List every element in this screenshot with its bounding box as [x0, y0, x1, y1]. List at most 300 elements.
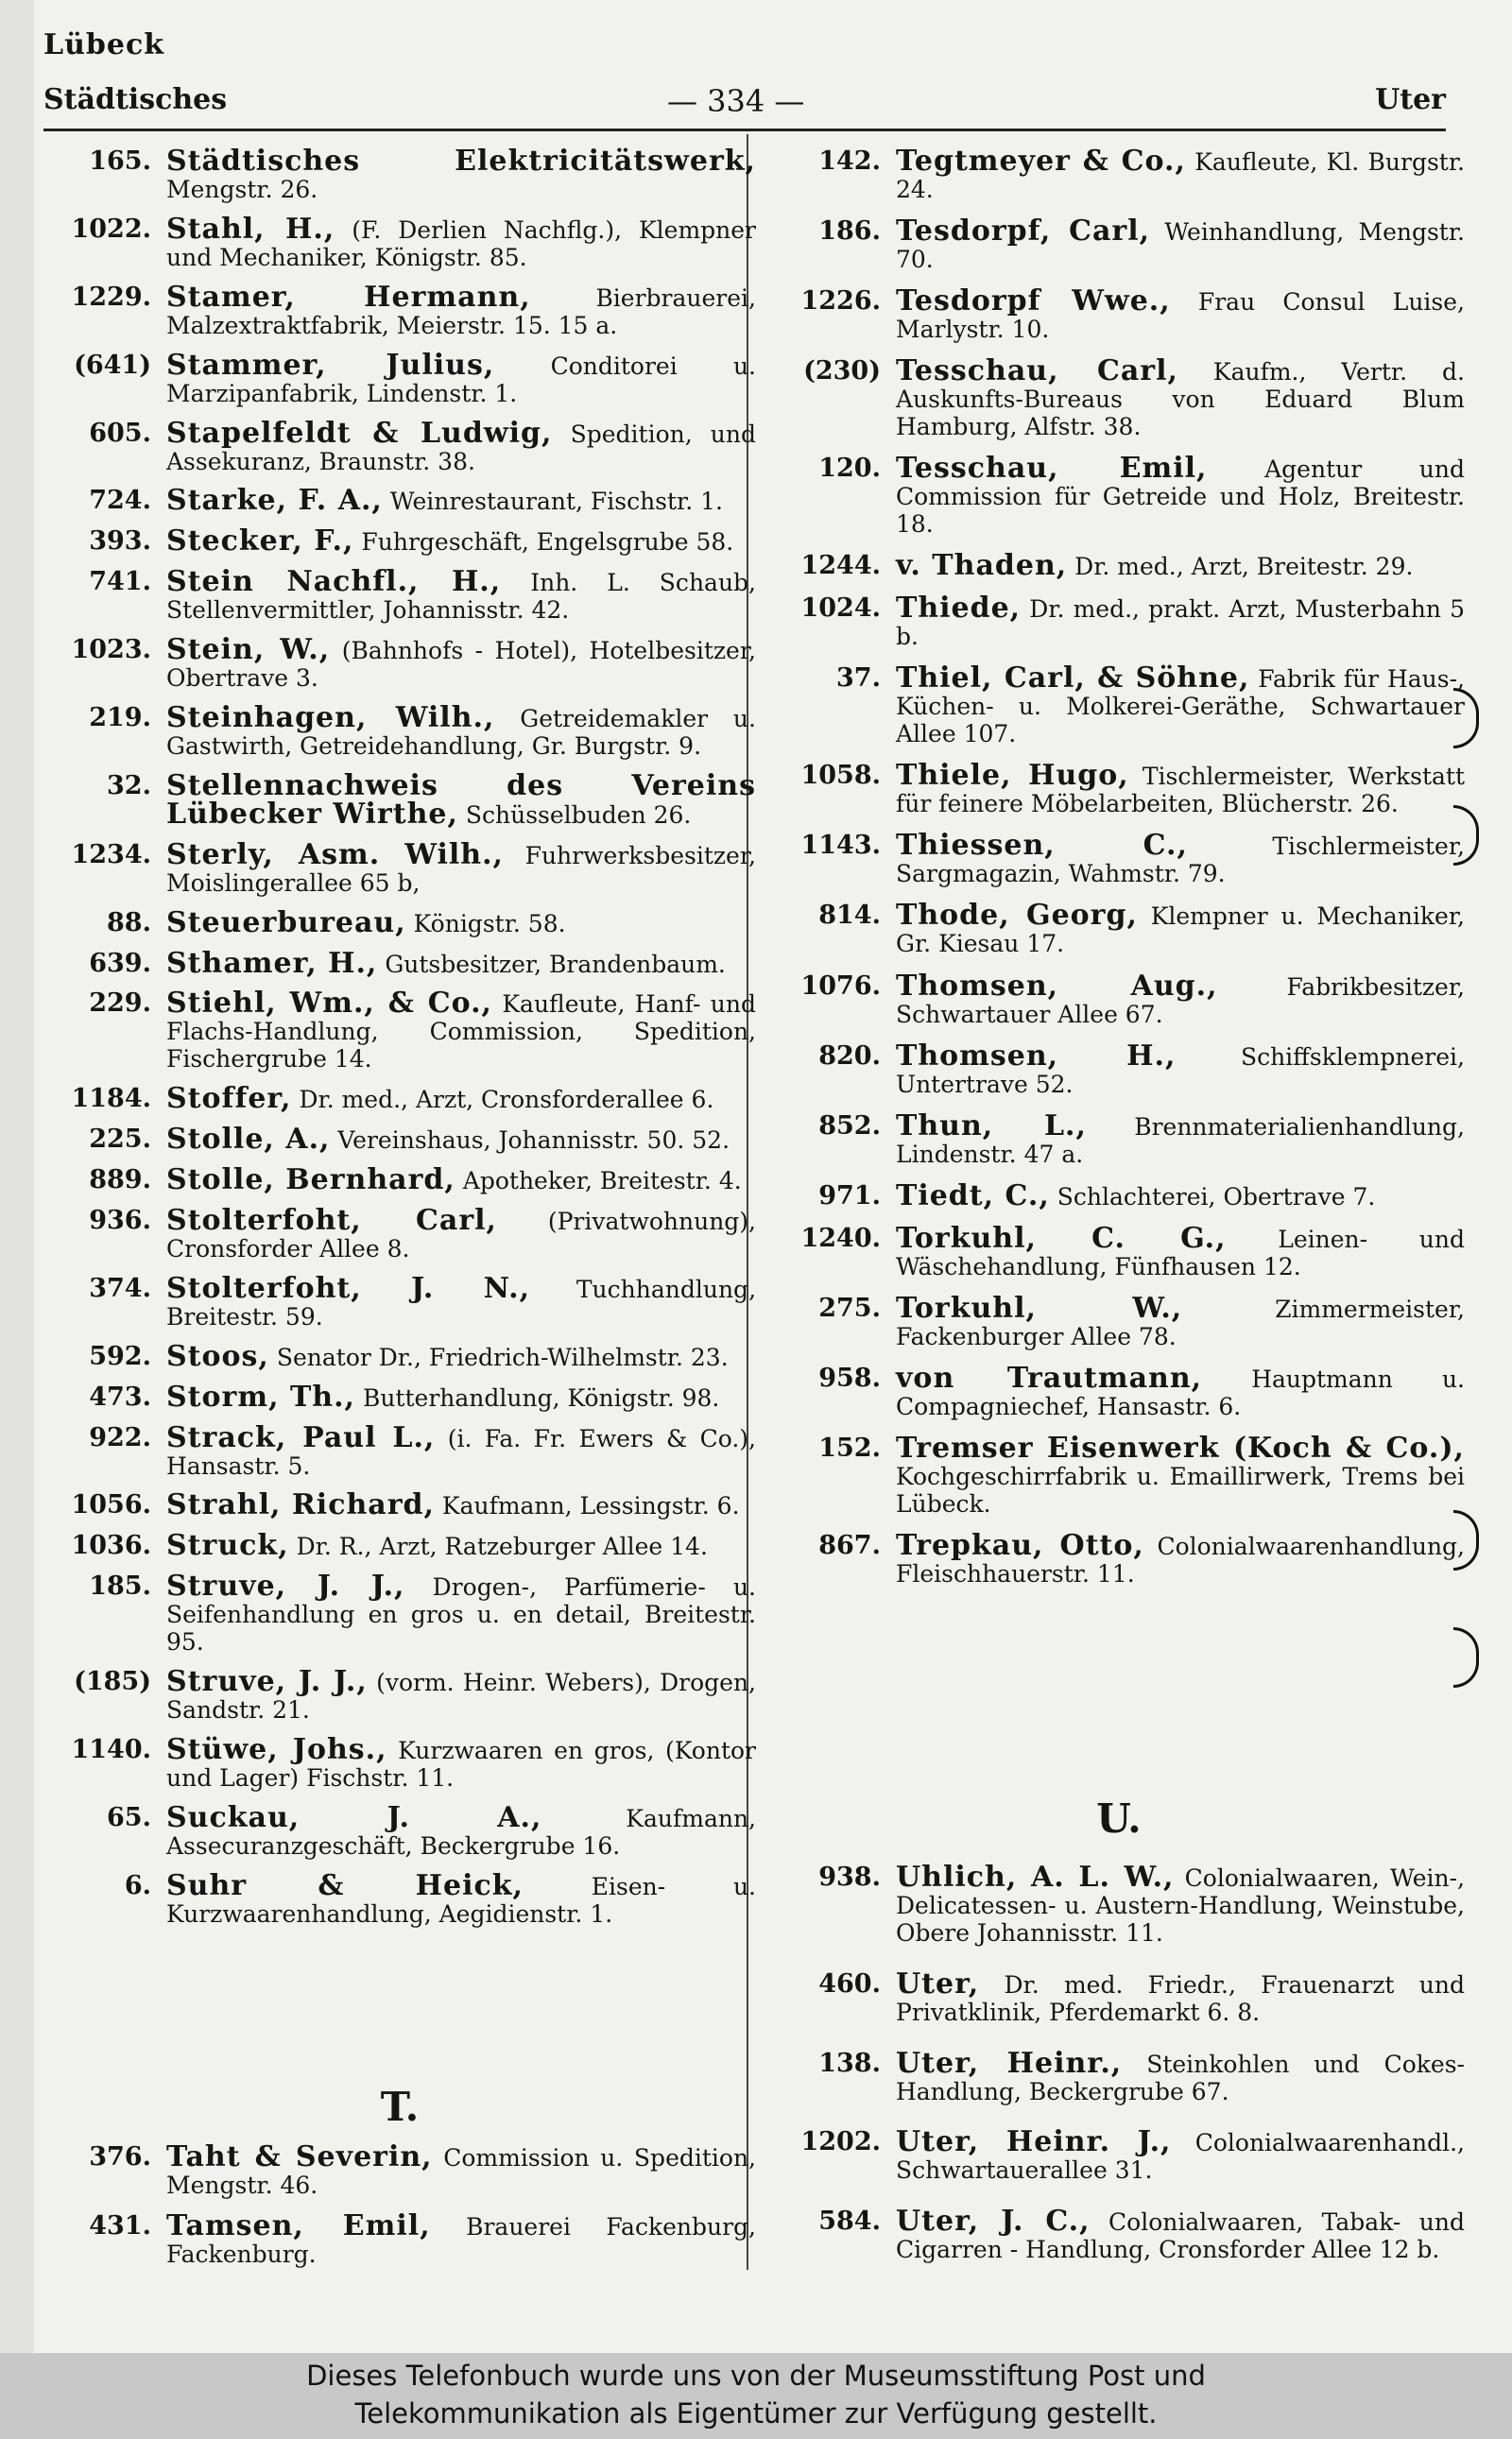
- subscriber-details: Drogen-, Parfümerie- u. Seifenhandlung en gros u. en detail, Breitestr. 95.: [166, 1573, 756, 1657]
- subscriber-name: Strahl, Richard,: [166, 1488, 435, 1522]
- entry-text: [166, 416, 756, 475]
- entry-text: [166, 1420, 756, 1480]
- directory-entry: [773, 1039, 1465, 1098]
- phone-number: 1244.: [800, 551, 881, 581]
- subscriber-name: Torkuhl, W.,: [896, 1291, 1183, 1325]
- entry-text: [166, 1572, 756, 1656]
- phone-number: 820.: [818, 1040, 881, 1071]
- page-number: — 334 —: [667, 83, 805, 119]
- subscriber-name: Stoos,: [166, 1339, 269, 1373]
- directory-entry: [43, 524, 756, 558]
- entry-text: [166, 768, 756, 831]
- archive-notice: [0, 2353, 1512, 2439]
- subscriber-details: Weinrestaurant, Fischstr. 1.: [389, 488, 724, 516]
- directory-entry: [43, 348, 756, 407]
- entry-text: [166, 1800, 756, 1860]
- subscriber-name: Tesdorpf, Carl,: [896, 215, 1151, 249]
- phone-number: 1056.: [71, 1490, 151, 1520]
- phone-number: 65.: [107, 1802, 151, 1832]
- phone-number: 1036.: [71, 1531, 151, 1561]
- directory-entry: [43, 565, 756, 625]
- directory-entry: [773, 899, 1465, 958]
- subscriber-details: Kaufmann, Assecuranzgeschäft, Beckergrube 16.: [166, 1804, 756, 1860]
- section-heading: Städtisches: [43, 83, 228, 116]
- directory-entry: [773, 829, 1465, 888]
- directory-entry: [43, 1733, 756, 1793]
- subscriber-name: Stellennachweis des Vereins Lübecker Wirthe,: [166, 768, 756, 831]
- subscriber-details: Fabrik für Haus-, Küchen- u. Molkerei-Geräthe, Schwartauer Allee 107.: [896, 665, 1466, 748]
- subscriber-details: Fuhrwerksbesitzer, Moislingerallee 65 b,: [166, 841, 757, 897]
- subscriber-details: Hauptmann u. Compagniechef, Hansastr. 6.: [896, 1365, 1465, 1420]
- entry-text: [896, 147, 1465, 203]
- subscriber-name: Stein Nachfl., H.,: [166, 565, 502, 599]
- entry-text: [166, 1163, 756, 1197]
- entry-text: [166, 1868, 756, 1928]
- directory-entry: [43, 768, 756, 831]
- subscriber-name: Taht & Severin,: [166, 2140, 433, 2173]
- entry-text: [896, 1291, 1465, 1350]
- directory-entry: [773, 969, 1465, 1028]
- entry-text: [896, 217, 1465, 273]
- entry-text: [896, 549, 1465, 583]
- subscriber-details: Kaufleute, Kl. Burgstr. 24.: [896, 148, 1465, 203]
- entry-text: [166, 1082, 756, 1116]
- subscriber-name: Stolterfoht, J. N.,: [166, 1271, 531, 1305]
- entry-text: [896, 1039, 1465, 1098]
- entry-text: [896, 1861, 1465, 1947]
- t-section-column: [43, 2140, 757, 2268]
- header-rule: [43, 129, 1446, 131]
- subscriber-details: Königstr. 58.: [413, 909, 566, 937]
- subscriber-name: Thiessen, C.,: [896, 829, 1188, 863]
- entry-text: [166, 1380, 756, 1414]
- subscriber-details: Gutsbesitzer, Brandenbaum.: [385, 950, 726, 978]
- phone-number: 1226.: [800, 286, 881, 317]
- entry-text: [166, 2140, 757, 2199]
- subscriber-name: Thode, Georg,: [896, 899, 1138, 933]
- binding-mark: [1453, 1510, 1479, 1571]
- entry-text: [166, 701, 756, 761]
- phone-number: 1076.: [800, 970, 881, 1001]
- subscriber-details: Schiffsklempnerei, Untertrave 52.: [896, 1042, 1465, 1098]
- entry-text: [166, 1665, 757, 1725]
- phone-number: 814.: [818, 901, 881, 931]
- entry-text: [166, 565, 756, 625]
- subscriber-details: Dr. med. Friedr., Frauenarzt und Privatklinik, Pferdemarkt 6. 8.: [896, 1970, 1465, 2026]
- left-column: [43, 147, 756, 1928]
- entry-text: [166, 905, 756, 939]
- subscriber-name: Stapelfeldt & Ludwig,: [166, 416, 553, 450]
- entry-text: [896, 2207, 1465, 2263]
- subscriber-name: Tesdorpf Wwe.,: [896, 284, 1171, 318]
- directory-entry: [43, 212, 756, 271]
- entry-text: [896, 1967, 1465, 2026]
- subscriber-name: Tamsen, Emil,: [166, 2209, 431, 2242]
- right-column: [773, 147, 1465, 1588]
- phone-number: 1234.: [71, 839, 151, 869]
- directory-entry: [773, 147, 1465, 203]
- phone-number: 592.: [89, 1341, 151, 1371]
- phone-number: 165.: [89, 146, 151, 176]
- phone-number: 1202.: [800, 2127, 881, 2157]
- phone-number: 1023.: [71, 635, 151, 665]
- subscriber-details: Kochgeschirrfabrik u. Emaillirwerk, Trems bei Lübeck.: [896, 1462, 1465, 1518]
- subscriber-details: Kaufleute, Hanf- und Flachs-Handlung, Commission, Spedition, Fischergrube 14.: [166, 990, 756, 1074]
- directory-entry: [43, 1529, 756, 1563]
- entry-text: [896, 1361, 1465, 1420]
- subscriber-name: Städtisches Elektricitätswerk,: [166, 145, 756, 178]
- subscriber-name: Stoffer,: [166, 1082, 292, 1116]
- phone-number: 1240.: [800, 1223, 881, 1253]
- subscriber-details: Klempner u. Mechaniker, Gr. Kiesau 17.: [896, 902, 1465, 958]
- phone-number: 922.: [89, 1422, 151, 1452]
- directory-entry: [773, 594, 1465, 650]
- directory-entry: [773, 2046, 1465, 2105]
- directory-entry: [43, 416, 756, 475]
- entry-text: [896, 969, 1465, 1028]
- subscriber-name: Tesschau, Carl,: [896, 354, 1178, 388]
- subscriber-name: Tesschau, Emil,: [896, 452, 1208, 486]
- subscriber-name: Stamer, Hermann,: [166, 280, 531, 314]
- phone-number: 936.: [89, 1206, 151, 1236]
- entry-text: [896, 354, 1465, 441]
- subscriber-name: Sthamer, H.,: [166, 946, 378, 980]
- binding-mark: [1453, 805, 1479, 866]
- directory-entry: [773, 1291, 1465, 1350]
- subscriber-name: Steinhagen, Wilh.,: [166, 701, 495, 735]
- phone-number: 225.: [89, 1125, 151, 1155]
- entry-text: [166, 633, 757, 693]
- directory-entry: [773, 2207, 1465, 2263]
- subscriber-details: Schlachterei, Obertrave 7.: [1057, 1182, 1376, 1211]
- subscriber-name: Tegtmeyer & Co.,: [896, 145, 1186, 178]
- subscriber-name: Storm, Th.,: [166, 1380, 355, 1414]
- subscriber-name: Thomsen, H.,: [896, 1039, 1177, 1073]
- phone-number: 1143.: [800, 831, 881, 861]
- directory-entry: [43, 1163, 756, 1197]
- entry-text: [166, 1488, 756, 1522]
- phone-number: 275.: [818, 1293, 881, 1323]
- directory-entry: [43, 633, 757, 693]
- phone-number: 376.: [89, 2142, 151, 2172]
- directory-entry: [43, 1420, 756, 1480]
- subscriber-details: Fuhrgeschäft, Engelsgrube 58.: [361, 528, 734, 557]
- phone-number: 142.: [818, 146, 881, 176]
- phone-number: 867.: [818, 1530, 881, 1560]
- phone-number: 219.: [89, 703, 151, 733]
- subscriber-name: Thun, L.,: [896, 1108, 1087, 1142]
- directory-entry: [773, 452, 1465, 539]
- entry-text: [896, 594, 1465, 650]
- subscriber-name: Tremser Eisenwerk (Koch & Co.),: [896, 1431, 1465, 1465]
- phone-number: 460.: [818, 1968, 881, 1999]
- entry-text: [166, 524, 756, 558]
- entry-text: [166, 147, 756, 203]
- subscriber-details: Tischlermeister, Sargmagazin, Wahmstr. 79.: [896, 833, 1465, 888]
- directory-entry: [43, 1204, 756, 1263]
- subscriber-details: Colonialwaarenhandlung, Fleischhauerstr. 11.: [896, 1532, 1465, 1588]
- entry-text: [896, 284, 1465, 344]
- subscriber-details: Tuchhandlung, Breitestr. 59.: [166, 1275, 757, 1331]
- subscriber-details: Fabrikbesitzer, Schwartauer Allee 67.: [896, 972, 1465, 1028]
- archive-notice-line-2: Telekommunikation als Eigentümer zur Verfügung gestellt.: [354, 2397, 1158, 2430]
- subscriber-details: Vereinshaus, Johannisstr. 50. 52.: [337, 1126, 730, 1155]
- directory-entry: [773, 217, 1465, 273]
- entry-text: [166, 1271, 757, 1331]
- subscriber-name: Stiehl, Wm., & Co.,: [166, 987, 492, 1021]
- entry-text: [896, 1431, 1465, 1518]
- subscriber-name: Stolle, A.,: [166, 1123, 331, 1157]
- binding-mark: [1453, 1627, 1479, 1688]
- directory-entry: [773, 354, 1465, 441]
- directory-entry: [43, 1868, 756, 1928]
- phone-number: 1184.: [71, 1084, 151, 1114]
- phone-number: 374.: [89, 1273, 151, 1303]
- phone-number: 88.: [107, 907, 151, 937]
- subscriber-details: Spedition, und Assekuranz, Braunstr. 38.: [166, 420, 756, 475]
- section-letter-t: T.: [380, 2084, 420, 2130]
- section-letter-u: U.: [1096, 1795, 1142, 1842]
- subscriber-details: Getreidemakler u. Gastwirth, Getreidehandlung, Gr. Burgstr. 9.: [166, 705, 756, 761]
- entry-text: [166, 837, 757, 897]
- subscriber-details: Schüsselbuden 26.: [465, 800, 692, 829]
- subscriber-details: Steinkohlen und Cokes-Handlung, Beckergrube 67.: [896, 2050, 1465, 2105]
- subscriber-name: Strack, Paul L.,: [166, 1420, 436, 1454]
- subscriber-name: Stammer, Julius,: [166, 348, 495, 382]
- entry-text: [166, 1204, 756, 1263]
- subscriber-details: (Privatwohnung), Cronsforder Allee 8.: [166, 1208, 756, 1263]
- binding-mark: [1453, 688, 1479, 748]
- city-heading: Lübeck: [43, 28, 165, 61]
- subscriber-details: Brennmaterialienhandlung, Lindenstr. 47 a.: [896, 1112, 1465, 1168]
- directory-entry: [773, 2125, 1465, 2185]
- directory-entry: [773, 1967, 1465, 2026]
- subscriber-details: Leinen- und Wäschehandlung, Fünfhausen 12.: [896, 1225, 1465, 1280]
- entry-text: [166, 946, 756, 980]
- directory-entry: [773, 661, 1466, 748]
- phone-number: 852.: [818, 1110, 881, 1141]
- entry-text: [896, 2125, 1465, 2185]
- entry-text: [166, 1339, 756, 1373]
- entry-text: [166, 484, 756, 518]
- directory-entry: [43, 905, 756, 939]
- entry-text: [896, 661, 1466, 748]
- directory-entry: [773, 1431, 1465, 1518]
- phone-number: 120.: [818, 454, 881, 484]
- subscriber-details: Conditorei u. Marzipanfabrik, Lindenstr. 1.: [166, 352, 756, 407]
- subscriber-name: Tiedt, C.,: [896, 1178, 1050, 1212]
- phone-number: 584.: [818, 2207, 881, 2236]
- phone-number: 473.: [89, 1382, 151, 1412]
- directory-entry: [43, 147, 756, 203]
- subscriber-name: Thomsen, Aug.,: [896, 969, 1218, 1003]
- phone-number: 1140.: [71, 1735, 151, 1765]
- entry-text: [166, 989, 756, 1073]
- subscriber-name: Suckau, J. A.,: [166, 1800, 542, 1834]
- subscriber-name: Thiede,: [896, 592, 1022, 626]
- directory-entry: [43, 701, 756, 761]
- phone-number: 1022.: [71, 214, 151, 244]
- subscriber-details: Apotheker, Breitestr. 4.: [462, 1167, 742, 1195]
- subscriber-name: Sterly, Asm. Wilh.,: [166, 837, 504, 871]
- subscriber-details: Kurzwaaren en gros, (Kontor und Lager) Fischstr. 11.: [166, 1737, 756, 1793]
- directory-entry: [43, 989, 756, 1073]
- entry-text: [166, 212, 756, 271]
- directory-entry: [773, 1528, 1465, 1588]
- phone-number: 431.: [89, 2211, 151, 2241]
- subscriber-details: Commission u. Spedition, Mengstr. 46.: [166, 2144, 757, 2199]
- entry-text: [896, 1108, 1465, 1168]
- running-header: [43, 83, 1446, 127]
- subscriber-name: von Trautmann,: [896, 1361, 1203, 1395]
- directory-entry: [773, 759, 1465, 818]
- subscriber-details: Colonialwaaren, Tabak- und Cigarren - Handlung, Cronsforder Allee 12 b.: [896, 2208, 1466, 2263]
- subscriber-name: Stolle, Bernhard,: [166, 1163, 455, 1197]
- directory-entry: [43, 1339, 756, 1373]
- directory-entry: [773, 1178, 1465, 1212]
- directory-entry: [43, 1380, 756, 1414]
- subscriber-details: Mengstr. 26.: [166, 176, 318, 203]
- entry-text: [166, 348, 756, 407]
- subscriber-details: Agentur und Commission für Getreide und Holz, Breitestr. 18.: [896, 455, 1465, 539]
- subscriber-name: v. Thaden,: [896, 549, 1068, 583]
- directory-entry: [773, 1108, 1465, 1168]
- entry-text: [166, 280, 756, 339]
- subscriber-details: Dr. med., Arzt, Cronsforderallee 6.: [299, 1086, 714, 1114]
- phone-number: 741.: [89, 567, 151, 597]
- directory-entry: [43, 1271, 757, 1331]
- phone-number: 229.: [89, 988, 151, 1019]
- phone-number: 1229.: [71, 282, 151, 312]
- phone-number: 938.: [818, 1863, 881, 1892]
- phone-number: 6.: [124, 1870, 151, 1900]
- subscriber-details: Eisen- u. Kurzwaarenhandlung, Aegidienstr. 1.: [166, 1872, 756, 1928]
- subscriber-name: Torkuhl, C. G.,: [896, 1221, 1227, 1255]
- phone-number: 889.: [89, 1165, 151, 1195]
- entry-text: [896, 1178, 1465, 1212]
- phone-number: 1024.: [800, 593, 881, 624]
- entry-text: [896, 899, 1465, 958]
- phone-number: 724.: [89, 486, 151, 516]
- subscriber-name: Steuerbureau,: [166, 905, 406, 939]
- subscriber-details: Frau Consul Luise, Marlystr. 10.: [896, 288, 1465, 344]
- archive-notice-line-1: Dieses Telefonbuch wurde uns von der Museumsstiftung Post und: [306, 2360, 1206, 2392]
- phone-number: 1058.: [800, 761, 881, 791]
- subscriber-details: Tischlermeister, Werkstatt für feinere Möbelarbeiten, Blücherstr. 26.: [896, 763, 1465, 818]
- subscriber-details: Dr. med., Arzt, Breitestr. 29.: [1074, 553, 1414, 581]
- subscriber-name: Trepkau, Otto,: [896, 1528, 1144, 1562]
- subscriber-details: Bierbrauerei, Malzextraktfabrik, Meierstr. 15. 15 a.: [166, 283, 756, 339]
- subscriber-details: Kaufm., Vertr. d. Auskunfts-Bureaus von Eduard Blum Hamburg, Alfstr. 38.: [896, 358, 1465, 441]
- subscriber-details: (i. Fa. Fr. Ewers & Co.), Hansastr. 5.: [166, 1424, 756, 1480]
- entry-text: [166, 1529, 756, 1563]
- entry-text: [166, 1123, 756, 1157]
- subscriber-name: Stein, W.,: [166, 633, 331, 667]
- phone-number: 138.: [818, 2048, 881, 2078]
- phone-number: 393.: [89, 526, 151, 557]
- subscriber-name: Uter, Heinr.,: [896, 2046, 1123, 2080]
- subscriber-name: Suhr & Heick,: [166, 1868, 524, 1902]
- subscriber-name: Uter, J. C.,: [896, 2205, 1091, 2238]
- phone-number: (641): [74, 350, 151, 380]
- directory-entry: [43, 1082, 756, 1116]
- subscriber-name: Struve, J. J.,: [166, 1570, 405, 1604]
- subscriber-details: Weinhandlung, Mengstr. 70.: [896, 218, 1465, 274]
- entry-text: [896, 829, 1465, 888]
- u-section-column: [773, 1861, 1466, 2263]
- directory-entry: [43, 1488, 756, 1522]
- subscriber-details: Kaufmann, Lessingstr. 6.: [441, 1492, 740, 1520]
- phone-number: (230): [803, 356, 881, 386]
- subscriber-details: Butterhandlung, Königstr. 98.: [362, 1383, 720, 1412]
- directory-entry: [43, 946, 756, 980]
- subscriber-details: Inh. L. Schaub, Stellenvermittler, Johannisstr. 42.: [166, 569, 756, 625]
- subscriber-details: Dr. R., Arzt, Ratzeburger Allee 14.: [296, 1533, 708, 1561]
- subscriber-details: Brauerei Fackenburg, Fackenburg.: [166, 2213, 756, 2268]
- subscriber-name: Thiele, Hugo,: [896, 759, 1129, 793]
- phone-number: 639.: [89, 948, 151, 978]
- directory-entry: [773, 1221, 1465, 1280]
- directory-entry: [43, 2140, 757, 2199]
- subscriber-details: (Bahnhofs - Hotel), Hotelbesitzer, Obertrave 3.: [166, 637, 757, 693]
- subscriber-details: Colonialwaaren, Wein-, Delicatessen- u. Austern-Handlung, Weinstube, Obere Johannisstr. 11.: [896, 1864, 1465, 1947]
- directory-entry: [43, 1800, 756, 1860]
- subscriber-name: Uter,: [896, 1967, 980, 2001]
- phone-number: 152.: [818, 1433, 881, 1463]
- page-edge: [0, 0, 34, 2353]
- phone-number: 32.: [107, 770, 151, 800]
- directory-entry: [43, 837, 757, 897]
- subscriber-name: Uter, Heinr. J.,: [896, 2125, 1172, 2159]
- phone-number: 186.: [818, 216, 881, 247]
- phone-number: 37.: [836, 663, 881, 694]
- entry-text: [896, 759, 1465, 818]
- directory-entry: [773, 549, 1465, 583]
- subscriber-name: Uhlich, A. L. W.,: [896, 1861, 1175, 1894]
- directory-entry: [773, 1861, 1465, 1947]
- directory-entry: [773, 284, 1465, 344]
- directory-entry: [43, 2209, 756, 2268]
- phone-number: 605.: [89, 418, 151, 448]
- entry-text: [896, 452, 1465, 539]
- directory-entry: [43, 1123, 756, 1157]
- subscriber-name: Stüwe, Johs.,: [166, 1733, 387, 1767]
- directory-entry: [43, 280, 756, 339]
- phone-number: (185): [74, 1667, 151, 1697]
- entry-text: [166, 2209, 756, 2268]
- subscriber-details: Senator Dr., Friedrich-Wilhelmstr. 23.: [276, 1343, 729, 1371]
- subscriber-name: Stecker, F.,: [166, 524, 354, 558]
- subscriber-name: Stahl, H.,: [166, 212, 335, 246]
- last-entry-heading: Uter: [1375, 83, 1446, 116]
- phone-number: 971.: [818, 1180, 881, 1211]
- subscriber-details: (F. Derlien Nachflg.), Klempner und Mechaniker, Königstr. 85.: [166, 215, 756, 271]
- subscriber-details: Dr. med., prakt. Arzt, Musterbahn 5 b.: [896, 595, 1465, 651]
- directory-entry: [43, 484, 756, 518]
- entry-text: [896, 2046, 1465, 2105]
- subscriber-name: Struck,: [166, 1529, 289, 1563]
- directory-entry: [43, 1665, 757, 1725]
- subscriber-details: Zimmermeister, Fackenburger Allee 78.: [896, 1295, 1465, 1350]
- entry-text: [166, 1733, 756, 1793]
- subscriber-name: Struve, J. J.,: [166, 1665, 368, 1699]
- directory-entry: [773, 1361, 1465, 1420]
- subscriber-name: Thiel, Carl, & Söhne,: [896, 661, 1250, 696]
- phone-number: 185.: [89, 1572, 151, 1602]
- subscriber-details: (vorm. Heinr. Webers), Drogen, Sandstr. 21.: [166, 1669, 757, 1725]
- directory-entry: [43, 1572, 756, 1656]
- entry-text: [896, 1528, 1465, 1588]
